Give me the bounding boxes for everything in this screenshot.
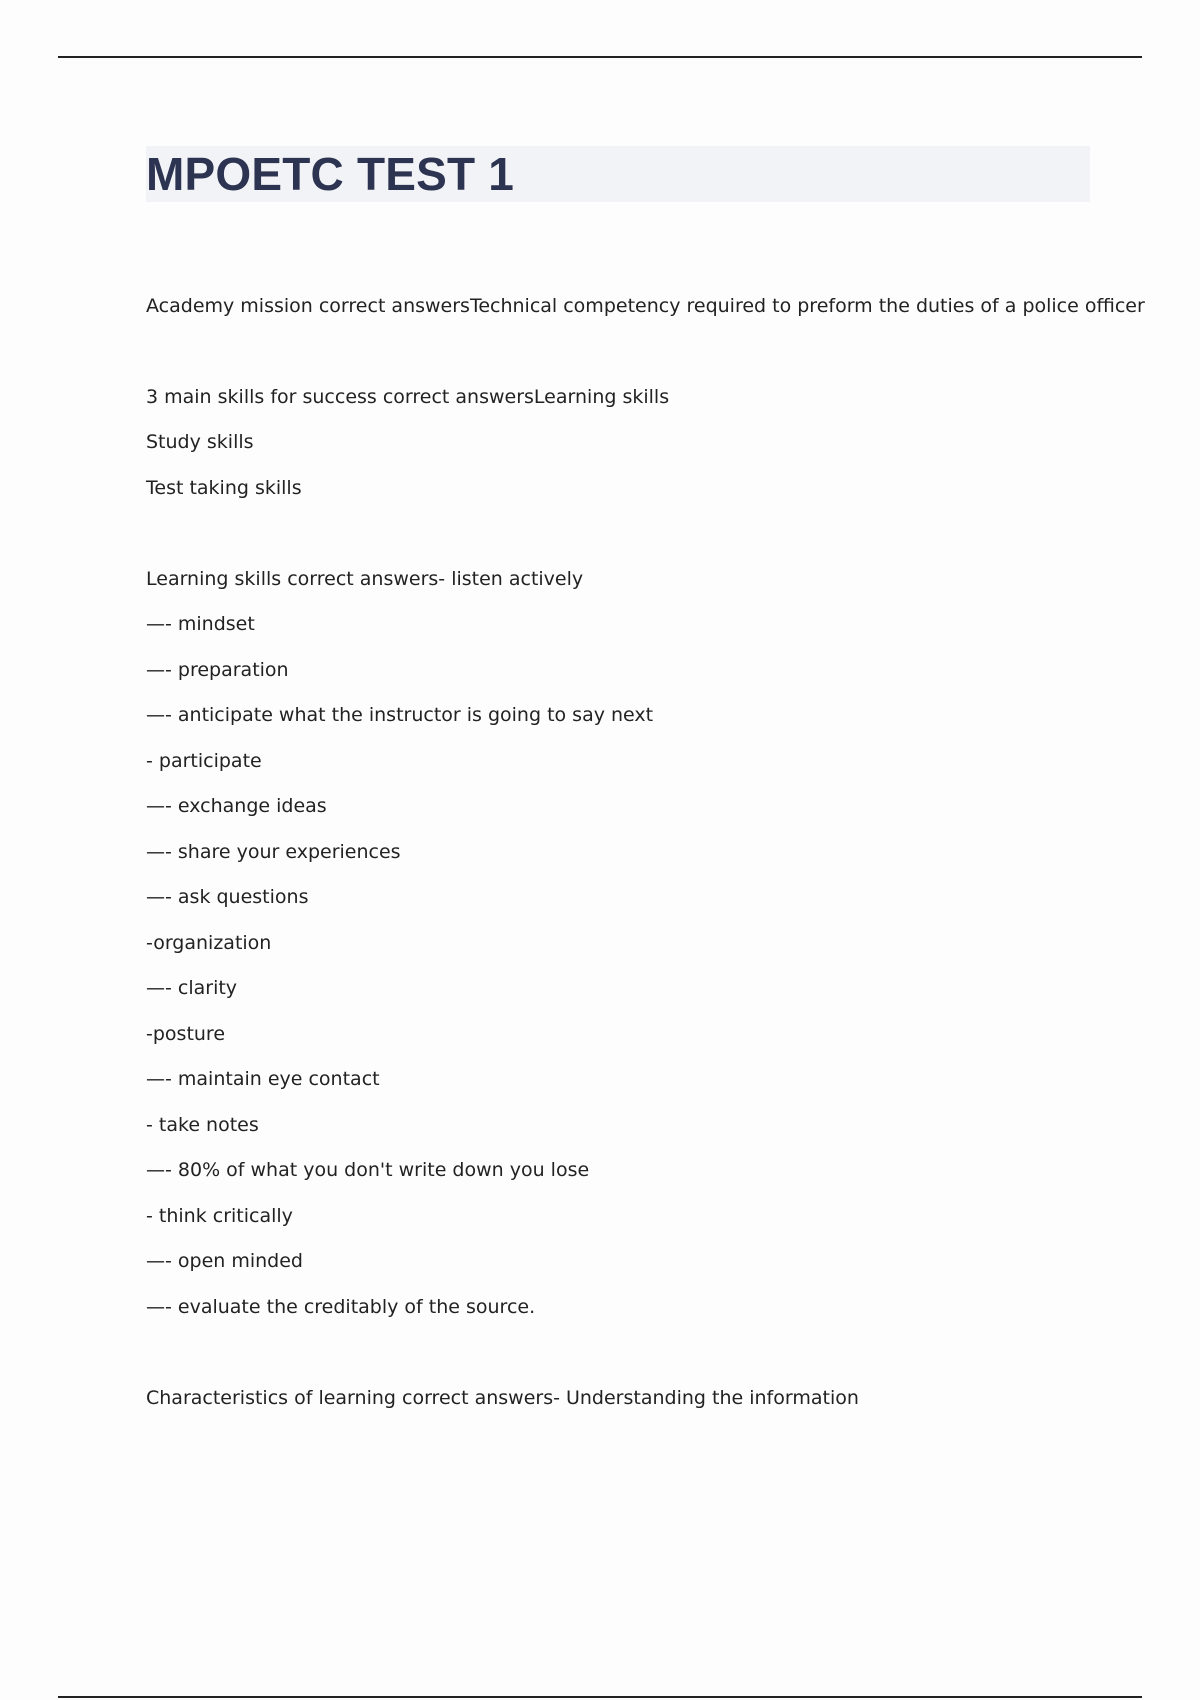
- text-line: —- maintain eye contact: [146, 1068, 380, 1090]
- text-line: - take notes: [146, 1114, 259, 1136]
- text-line: —- mindset: [146, 613, 255, 635]
- text-line: -posture: [146, 1023, 226, 1045]
- text-line: Test taking skills: [146, 477, 302, 499]
- text-line: —- open minded: [146, 1250, 303, 1272]
- text-line: —- share your experiences: [146, 841, 401, 863]
- text-line: —- evaluate the creditably of the source.: [146, 1296, 536, 1318]
- text-line: Characteristics of learning correct answers- Understanding the information: [146, 1387, 859, 1409]
- text-line: —- preparation: [146, 659, 289, 681]
- page-title: MPOETC TEST 1: [146, 148, 515, 200]
- bottom-divider: [58, 1696, 1142, 1698]
- text-line: —- 80% of what you don't write down you lose: [146, 1159, 590, 1181]
- text-line: 3 main skills for success correct answersLearning skills: [146, 386, 670, 408]
- text-line: Learning skills correct answers- listen actively: [146, 568, 584, 590]
- text-line: - think critically: [146, 1205, 293, 1227]
- top-divider: [58, 56, 1142, 58]
- text-line: —- clarity: [146, 977, 238, 999]
- text-line: Study skills: [146, 431, 254, 453]
- text-line: —- exchange ideas: [146, 795, 327, 817]
- text-line: - participate: [146, 750, 262, 772]
- text-line: -organization: [146, 932, 272, 954]
- text-line: —- anticipate what the instructor is going to say next: [146, 704, 654, 726]
- text-line: Academy mission correct answersTechnical competency required to preform the duties of a police officer: [146, 295, 1145, 317]
- text-line: —- ask questions: [146, 886, 309, 908]
